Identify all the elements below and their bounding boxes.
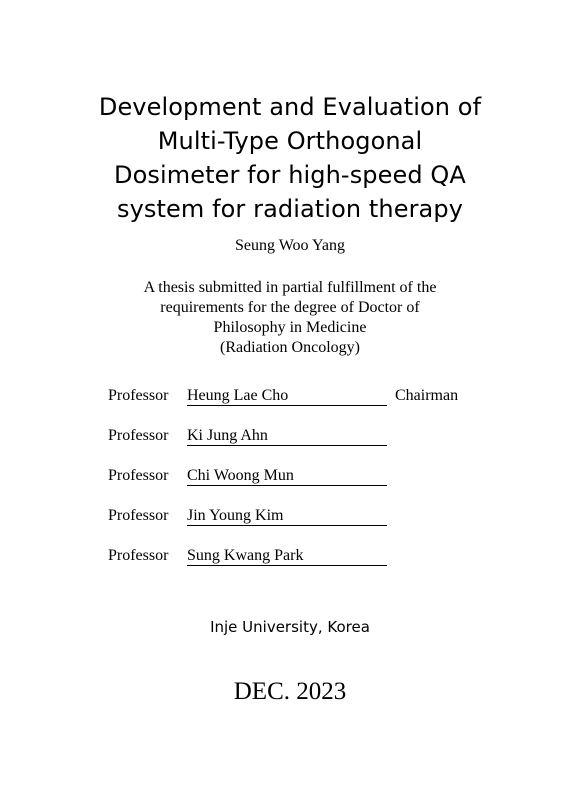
member-name: Sung Kwang Park — [187, 547, 304, 564]
member-prefix: Professor — [108, 387, 169, 404]
degree-statement-line: A thesis submitted in partial fulfillment of the — [143, 279, 437, 296]
submission-date: DEC. 2023 — [233, 678, 347, 705]
committee-member — [108, 506, 508, 546]
member-prefix: Professor — [108, 467, 169, 484]
member-name: Heung Lae Cho — [187, 387, 289, 404]
degree-statement-line: (Radiation Oncology) — [220, 339, 360, 356]
author-name: Seung Woo Yang — [235, 237, 345, 254]
committee-member — [108, 466, 508, 506]
committee-member — [108, 386, 508, 426]
thesis-title-line: Multi-Type Orthogonal — [157, 127, 423, 155]
thesis-title-line: Dosimeter for high-speed QA — [114, 161, 466, 189]
degree-statement-line: Philosophy in Medicine — [213, 319, 367, 336]
member-name: Jin Young Kim — [187, 507, 284, 524]
signature-line — [187, 386, 387, 406]
signature-line — [187, 466, 387, 486]
degree-statement-line: requirements for the degree of Doctor of — [160, 299, 420, 316]
signature-line — [187, 426, 387, 446]
committee-list — [108, 386, 508, 586]
thesis-title-line: system for radiation therapy — [116, 195, 463, 223]
member-prefix: Professor — [108, 507, 169, 524]
committee-member — [108, 546, 508, 586]
member-name: Ki Jung Ahn — [187, 427, 268, 444]
thesis-title-line: Development and Evaluation of — [98, 93, 482, 121]
signature-line — [187, 546, 387, 566]
member-name: Chi Woong Mun — [187, 467, 294, 484]
signature-line — [187, 506, 387, 526]
university-name: Inje University, Korea — [210, 618, 370, 636]
member-prefix: Professor — [108, 427, 169, 444]
degree-statement — [0, 278, 567, 358]
committee-member — [108, 426, 508, 466]
member-role: Chairman — [395, 387, 459, 404]
thesis-title — [60, 90, 520, 226]
member-prefix: Professor — [108, 547, 169, 564]
